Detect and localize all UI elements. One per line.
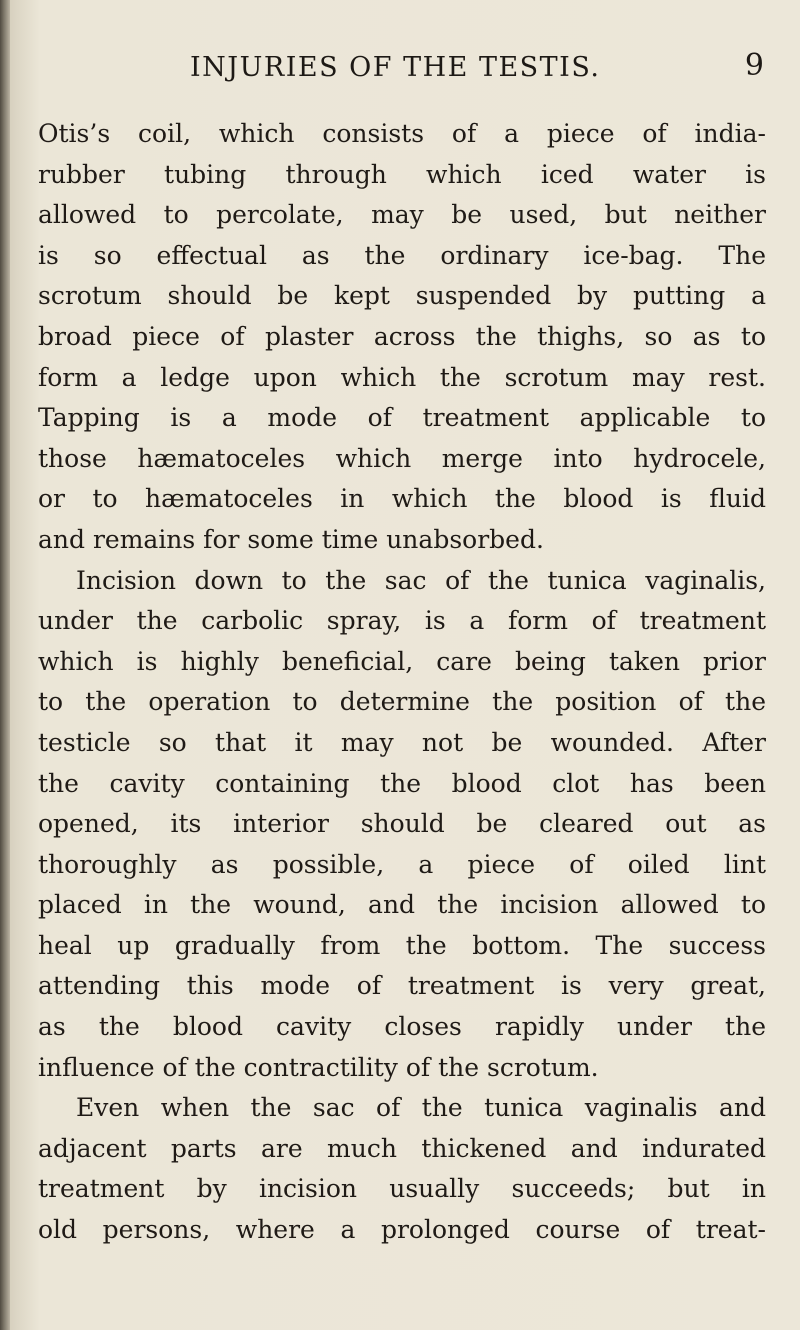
text-line: and remains for some time unabsorbed. [38,524,544,554]
text-line: is so effectual as the ordinary ice-bag. The [38,240,766,270]
text-line: rubber tubing through which iced water is [38,159,766,189]
text-line: allowed to percolate, may be used, but neither [38,200,766,230]
text-line: form a ledge upon which the scrotum may rest. [38,362,766,392]
text-line: opened, its interior should be cleared out as [38,809,766,839]
text-line: those hæmatoceles which merge into hydrocele, [38,443,766,473]
text-line: attending this mode of treatment is very great, [38,971,766,1001]
text-line: as the blood cavity closes rapidly under the [38,1012,766,1042]
page-header [0,46,800,86]
text-line: old persons, where a prolonged course of treat- [38,1215,766,1245]
text-line: to the operation to determine the position of the [38,687,766,717]
text-line: Even when the sac of the tunica vaginalis and [76,1093,766,1123]
text-line: or to hæmatoceles in which the blood is fluid [38,484,766,514]
page-binding-edge [0,0,10,1330]
text-line: the cavity containing the blood clot has been [38,768,766,798]
text-line: thoroughly as possible, a piece of oiled lint [38,849,766,879]
text-line: Tapping is a mode of treatment applicable to [38,403,766,433]
page-number: 9 [744,48,764,83]
body-text [38,114,766,1251]
text-line: which is highly beneficial, care being taken prior [38,646,766,676]
text-line: under the carbolic spray, is a form of treatment [38,606,766,636]
running-title: INJURIES OF THE TESTIS. [190,52,601,83]
text-line: influence of the contractility of the scrotum. [38,1052,599,1082]
text-line: treatment by incision usually succeeds; but in [38,1174,766,1204]
text-line: heal up gradually from the bottom. The success [38,930,766,960]
text-line: testicle so that it may not be wounded. After [38,727,766,757]
text-line: Incision down to the sac of the tunica vaginalis, [76,565,766,595]
text-line: placed in the wound, and the incision allowed to [38,890,766,920]
text-line: broad piece of plaster across the thighs, so as to [38,321,766,351]
text-line: adjacent parts are much thickened and indurated [38,1133,766,1163]
text-line: Otis’s coil, which consists of a piece of india- [38,119,766,148]
text-line: scrotum should be kept suspended by putting a [38,281,766,311]
